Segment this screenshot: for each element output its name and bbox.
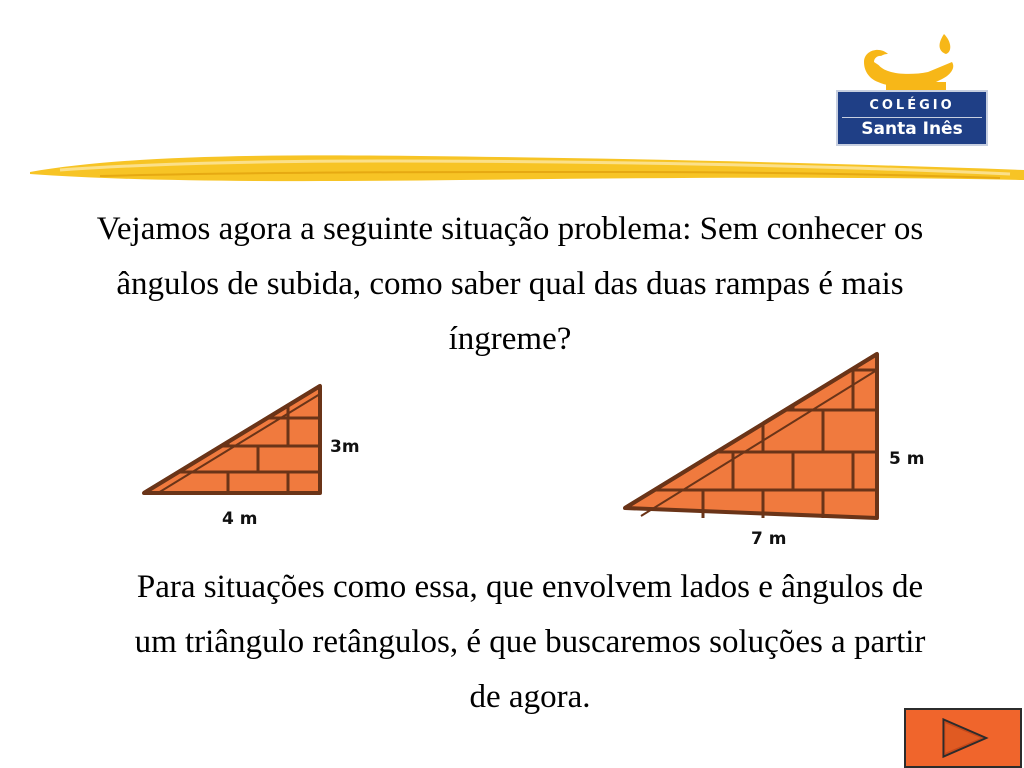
oil-lamp-icon: [856, 32, 966, 92]
logo-line2: Santa Inês: [838, 118, 986, 140]
school-logo: [836, 32, 988, 146]
play-arrow-icon: [906, 710, 1020, 766]
logo-line1: COLÉGIO: [869, 98, 955, 113]
large-ramp-base: 7 m: [751, 529, 787, 549]
small-ramp-figure: [130, 370, 380, 535]
outro-paragraph: Para situações como essa, que envolvem lados e ângulos de um triângulo retângulos, é que buscaremos soluções a partir de agora.: [134, 569, 926, 715]
large-ramp-figure: [615, 340, 955, 555]
logo-plate: [836, 90, 988, 146]
large-ramp-height: 5 m: [889, 449, 925, 469]
gold-brush-stroke: [0, 146, 1024, 192]
next-slide-button[interactable]: [904, 708, 1022, 768]
small-ramp-height: 3m: [330, 437, 360, 457]
intro-paragraph: Vejamos agora a seguinte situação problema: Sem conhecer os ângulos de subida, como saber qual das duas rampas é mais íngreme?: [96, 211, 924, 357]
small-ramp-base: 4 m: [222, 509, 258, 529]
